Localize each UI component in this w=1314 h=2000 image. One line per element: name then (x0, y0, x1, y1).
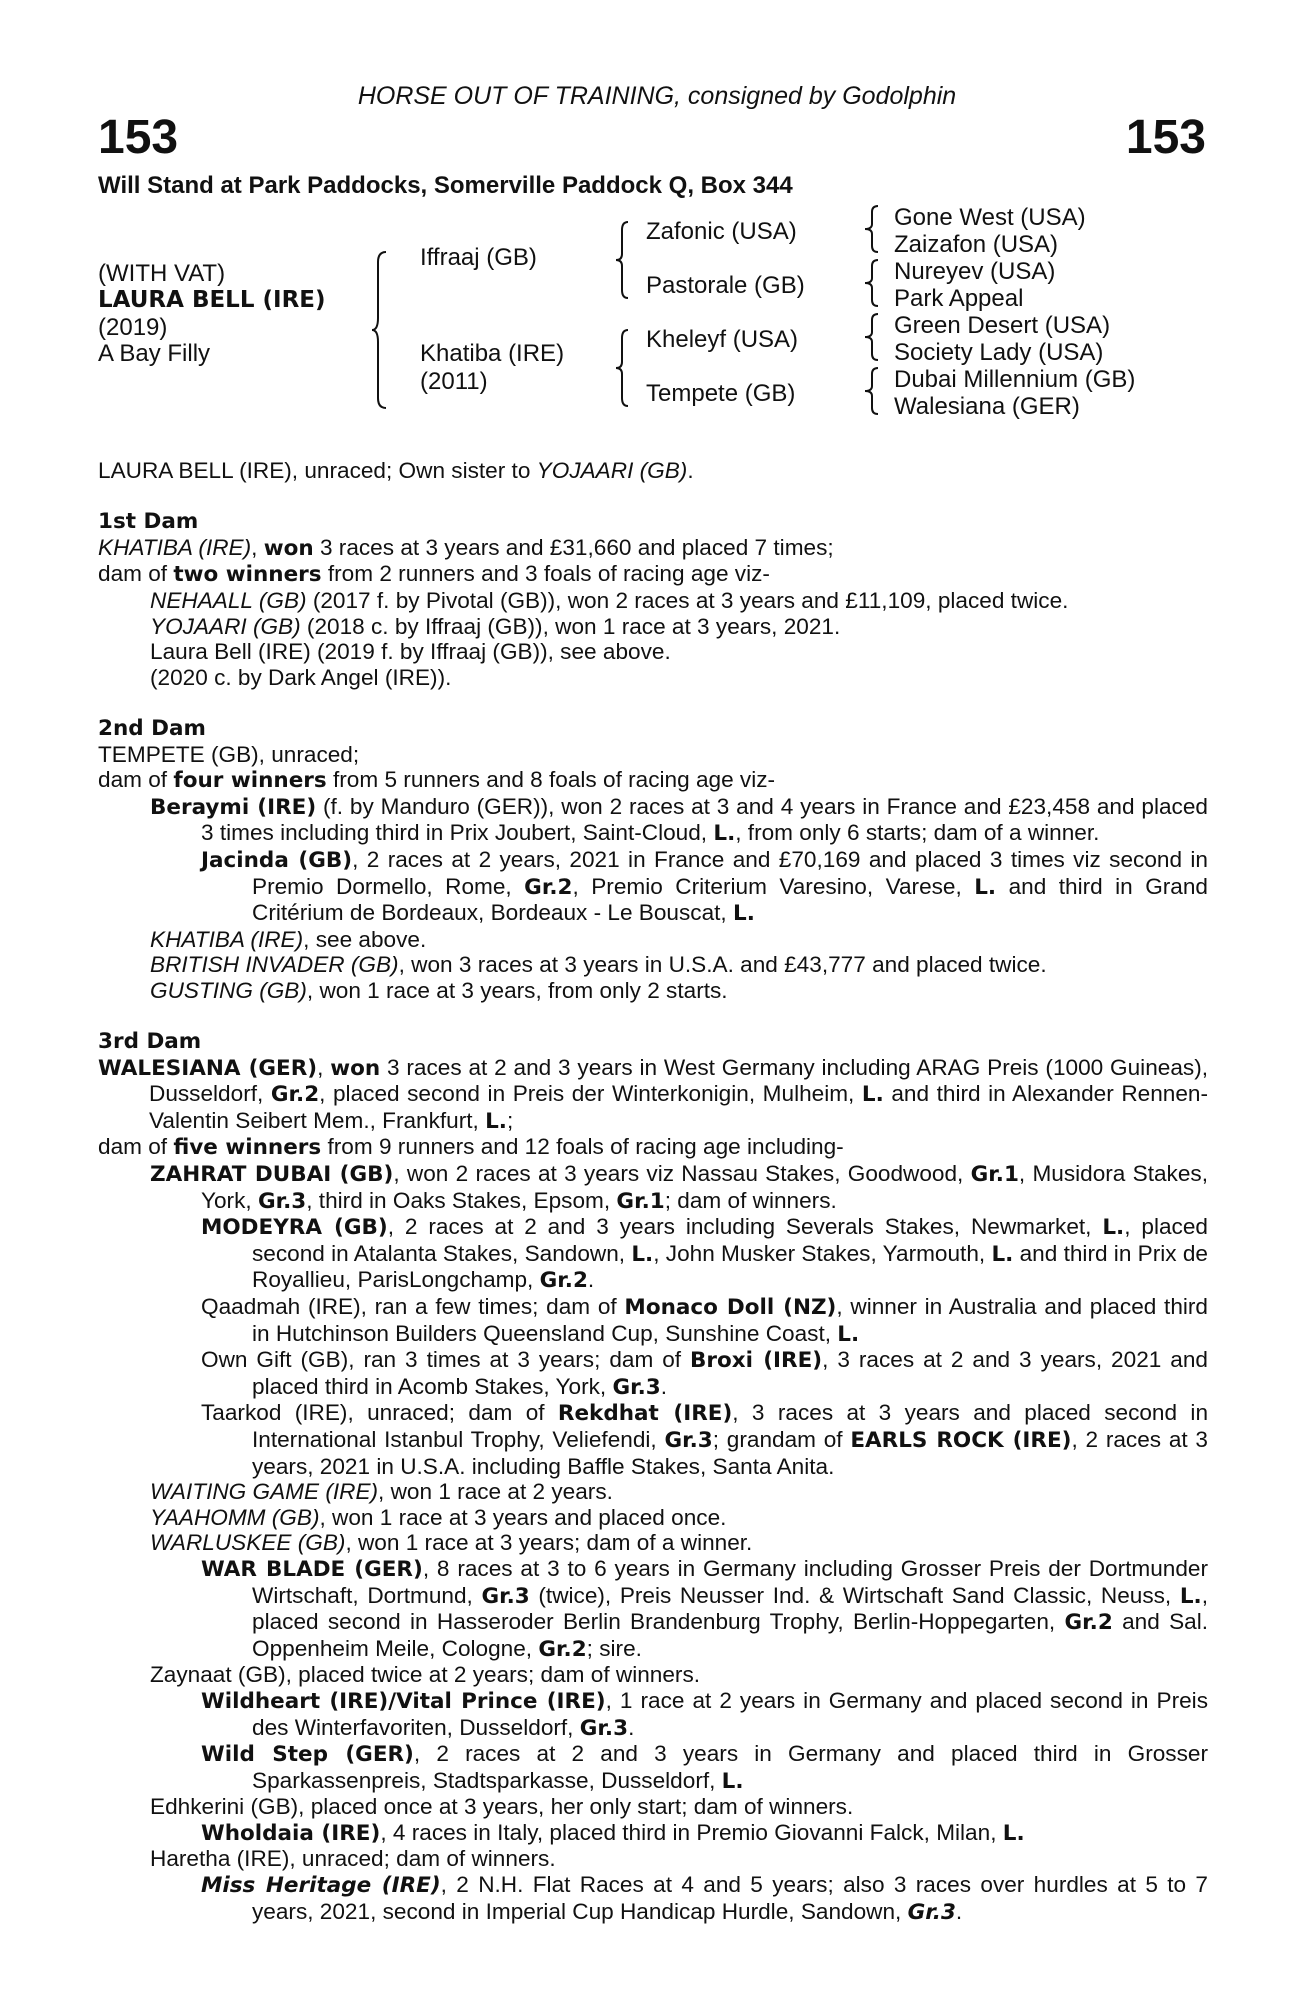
g3-society-lady: Society Lady (USA) (894, 339, 1104, 366)
list-item: Edhkerini (GB), placed once at 3 years, her only start; dam of winners. (150, 1794, 854, 1820)
list-item: Taarkod (IRE), unraced; dam of Rekdhat (IRE), 3 races at 3 years and placed second in International Istanbul Trophy, Veliefendi, Gr.3; grandam of EARLS ROCK (IRE), 2 races at 3 years, 2021 in U.S.A. including Baffle Stakes, Santa Anita. (201, 1400, 1209, 1479)
dam3-produce-summary: dam of five winners from 9 runners and 12 foals of racing age including- (98, 1134, 844, 1161)
list-item: Wholdaia (IRE), 4 races in Italy, placed third in Premio Giovanni Falck, Milan, L. (201, 1819, 1025, 1846)
catalogue-header-title: HORSE OUT OF TRAINING, consigned by Godolphin (357, 82, 957, 110)
sire-sire: Zafonic (USA) (646, 218, 797, 245)
list-item: ZAHRAT DUBAI (GB), won 2 races at 3 years viz Nassau Stakes, Goodwood, Gr.1, Musidora Stakes, York, Gr.3, third in Oaks Stakes, Epsom, Gr.1; dam of winners. (150, 1161, 1208, 1214)
pedigree-brace-g3-2 (862, 258, 882, 308)
stand-location: Will Stand at Park Paddocks, Somerville Paddock Q, Box 344 (98, 172, 793, 199)
g3-nureyev: Nureyev (USA) (894, 258, 1056, 285)
intro-line: LAURA BELL (IRE), unraced; Own sister to YOJAARI (GB). (98, 458, 694, 483)
dam2-line: TEMPETE (GB), unraced; (98, 741, 360, 767)
section-heading-1st-dam: 1st Dam (98, 509, 199, 535)
list-item: (2020 c. by Dark Angel (IRE)). (150, 664, 452, 690)
sire-dam: Pastorale (GB) (646, 272, 805, 299)
horse-name: LAURA BELL (IRE) (98, 287, 326, 313)
g3-zaizafon: Zaizafon (USA) (894, 231, 1059, 258)
pedigree-brace-g3-3 (862, 312, 882, 362)
g3-gone-west: Gone West (USA) (894, 204, 1086, 231)
section-heading-2nd-dam: 2nd Dam (98, 715, 206, 741)
pedigree-brace-g3-1 (862, 204, 882, 254)
list-item: Beraymi (IRE) (f. by Manduro (GER)), won 2 races at 3 and 4 years in France and £23,458 and placed 3 times including third in Prix Joubert, Saint-Cloud, L., from only 6 starts; dam of a winner. (150, 793, 1208, 847)
list-item: WARLUSKEE (GB), won 1 race at 3 years; dam of a winner. (150, 1530, 753, 1556)
dam1-produce-summary: dam of two winners from 2 runners and 3 foals of racing age viz- (98, 561, 770, 588)
list-item: NEHAALL (GB) (2017 f. by Pivotal (GB)), won 2 races at 3 years and £11,109, placed twice. (150, 587, 1069, 613)
pedigree-brace-main (370, 250, 390, 410)
list-item: Zaynaat (GB), placed twice at 2 years; dam of winners. (150, 1662, 701, 1688)
list-item: Own Gift (GB), ran 3 times at 3 years; dam of Broxi (IRE), 3 races at 2 and 3 years, 2021 and placed third in Acomb Stakes, York, Gr.3. (201, 1347, 1208, 1400)
list-item: Wild Step (GER), 2 races at 2 and 3 years in Germany and placed third in Grosser Sparkassenpreis, Stadtsparkasse, Dusseldorf, L. (201, 1741, 1208, 1794)
list-item: YAAHOMM (GB), won 1 race at 3 years and placed once. (150, 1504, 727, 1530)
pedigree-brace-sire (614, 220, 632, 300)
lot-number-right: 153 (1125, 111, 1206, 164)
dam3-line: WALESIANA (GER), won 3 races at 2 and 3 years in West Germany including ARAG Preis (1000 Guineas), Dusseldorf, Gr.2, placed second in Preis der Winterkonigin, Mulheim, L. and third in Alexander Rennen-Valentin Seibert Mem., Frankfurt, L.; (98, 1054, 1208, 1134)
sire-name: Iffraaj (GB) (420, 244, 537, 271)
pedigree-brace-g3-4 (862, 366, 882, 416)
dam-name: Khatiba (IRE) (420, 340, 565, 367)
dam-sire: Kheleyf (USA) (646, 326, 799, 353)
list-item: MODEYRA (GB), 2 races at 2 and 3 years including Severals Stakes, Newmarket, L., placed second in Atalanta Stakes, Sandown, L., John Musker Stakes, Yarmouth, L. and third in Prix de Royallieu, ParisLongchamp, Gr.2. (201, 1214, 1208, 1294)
g3-green-desert: Green Desert (USA) (894, 312, 1111, 339)
dam2-produce-summary: dam of four winners from 5 runners and 8 foals of racing age viz- (98, 767, 776, 794)
list-item: Miss Heritage (IRE), 2 N.H. Flat Races at 4 and 5 years; also 3 races over hurdles at 5 to 7 years, 2021, second in Imperial Cup Handicap Hurdle, Sandown, Gr.3. (201, 1872, 1208, 1925)
catalogue-text (98, 458, 1208, 1925)
list-item: WAITING GAME (IRE), won 1 race at 2 years. (150, 1479, 613, 1505)
list-item: Jacinda (GB), 2 races at 2 years, 2021 in France and £70,169 and placed 3 times viz second in Premio Dormello, Rome, Gr.2, Premio Criterium Varesino, Varese, L. and third in Grand Critérium de Bordeaux, Bordeaux - Le Bouscat, L. (201, 846, 1208, 927)
horse-year: (2019) (98, 314, 168, 341)
list-item: WAR BLADE (GER), 8 races at 3 to 6 years in Germany including Grosser Preis der Dortmunder Wirtschaft, Dortmund, Gr.3 (twice), Preis Neusser Ind. & Wirtschaft Sand Classic, Neuss, L., placed second in Hasseroder Berlin Brandenburg Trophy, Berlin-Hoppegarten, Gr.2 and Sal. Oppenheim Meile, Cologne, Gr.2; sire. (201, 1555, 1209, 1662)
horse-description: A Bay Filly (98, 340, 211, 367)
list-item: Haretha (IRE), unraced; dam of winners. (150, 1846, 556, 1872)
list-item: Wildheart (IRE)/Vital Prince (IRE), 1 race at 2 years in Germany and placed second in Preis des Winterfavoriten, Dusseldorf, Gr.3. (201, 1687, 1208, 1741)
g3-park-appeal: Park Appeal (894, 285, 1024, 312)
g3-walesiana: Walesiana (GER) (894, 393, 1080, 420)
list-item: Qaadmah (IRE), ran a few times; dam of Monaco Doll (NZ), winner in Australia and placed third in Hutchinson Builders Queensland Cup, Sunshine Coast, L. (201, 1294, 1209, 1347)
dam-dam: Tempete (GB) (646, 380, 796, 407)
list-item: BRITISH INVADER (GB), won 3 races at 3 years in U.S.A. and £43,777 and placed twice. (150, 952, 1047, 978)
section-heading-3rd-dam: 3rd Dam (98, 1029, 202, 1055)
lot-number-left: 153 (98, 111, 179, 164)
pedigree-brace-dam (614, 328, 632, 408)
g3-dubai-millennium: Dubai Millennium (GB) (894, 366, 1136, 393)
vat-note: (WITH VAT) (98, 260, 226, 287)
dam-year: (2011) (420, 368, 488, 395)
list-item: YOJAARI (GB) (2018 c. by Iffraaj (GB)), won 1 race at 3 years, 2021. (150, 613, 841, 639)
dam1-line: KHATIBA (IRE), won 3 races at 3 years and £31,660 and placed 7 times; (98, 534, 834, 561)
list-item: KHATIBA (IRE), see above. (150, 926, 427, 952)
list-item: Laura Bell (IRE) (2019 f. by Iffraaj (GB)), see above. (150, 639, 671, 665)
list-item: GUSTING (GB), won 1 race at 3 years, from only 2 starts. (150, 977, 728, 1003)
